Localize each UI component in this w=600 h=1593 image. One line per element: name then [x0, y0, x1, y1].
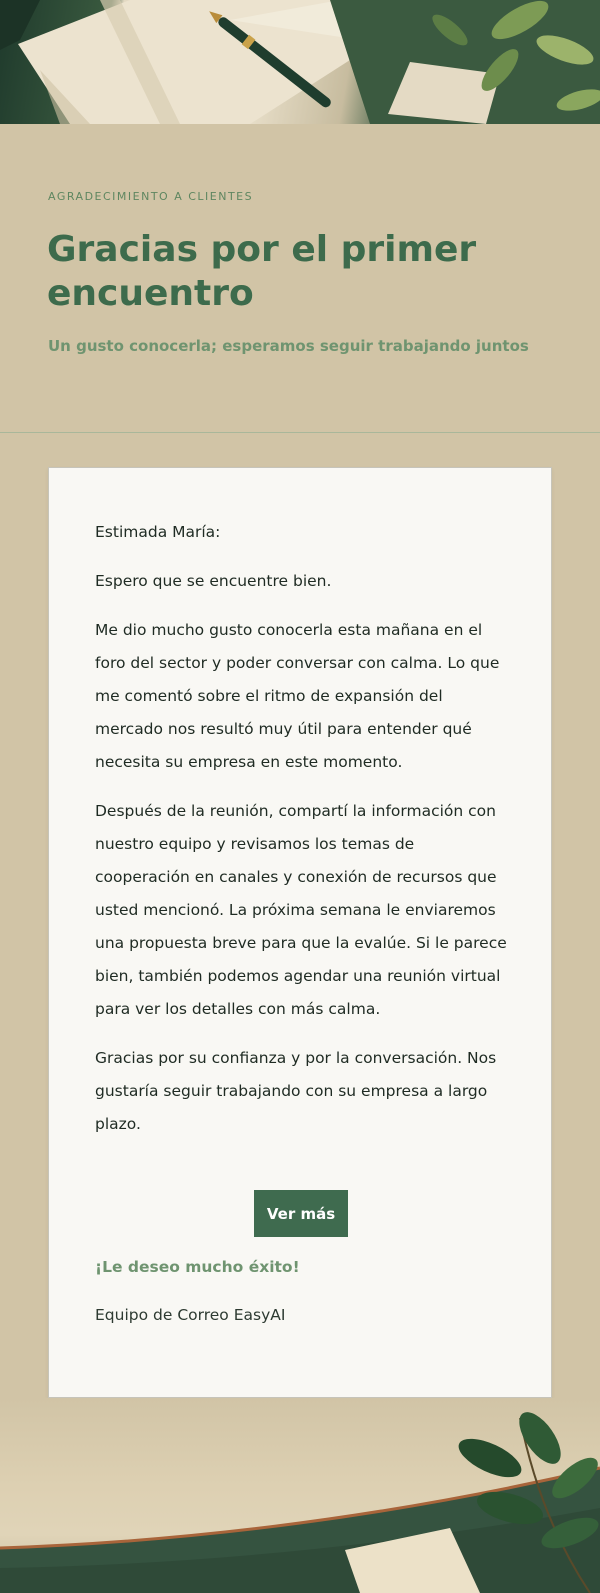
letter-signature: Equipo de Correo EasyAI — [95, 1306, 286, 1324]
letter-body — [95, 516, 507, 1157]
notebook-pen-leaves-icon — [0, 0, 600, 124]
ver-mas-button[interactable]: Ver más — [254, 1190, 348, 1237]
letter-paragraph: Gracias por su confianza y por la conversación. Nos gustaría seguir trabajando con su empresa a largo plazo. — [95, 1049, 497, 1133]
header-kicker: AGRADECIMIENTO A CLIENTES — [48, 190, 254, 203]
page-title: Gracias por el primer encuentro — [47, 229, 477, 314]
header-subtitle: Un gusto conocerla; esperamos seguir trabajando juntos — [48, 337, 529, 355]
letter-greeting: Estimada María: — [95, 523, 221, 541]
letter-closing: ¡Le deseo mucho éxito! — [95, 1258, 300, 1276]
letter-paragraph: Me dio mucho gusto conocerla esta mañana en el foro del sector y poder conversar con calma. Lo que me comentó sobre el ritmo de expansión del mercado nos resultó muy útil para entender qué necesita su empresa en este momento. — [95, 621, 500, 771]
footer-image — [0, 1398, 600, 1593]
leaves-paper-icon — [0, 1398, 600, 1593]
letter-card — [48, 467, 552, 1398]
letter-paragraph: Después de la reunión, compartí la información con nuestro equipo y revisamos los temas de cooperación en canales y conexión de recursos que usted mencionó. La próxima semana le enviaremos una propuesta breve para que la evalúe. Si le parece bien, también podemos agendar una reunión virtual para ver los detalles con más calma. — [95, 802, 507, 1018]
hero-image — [0, 0, 600, 124]
letter-paragraph: Espero que se encuentre bien. — [95, 572, 332, 590]
